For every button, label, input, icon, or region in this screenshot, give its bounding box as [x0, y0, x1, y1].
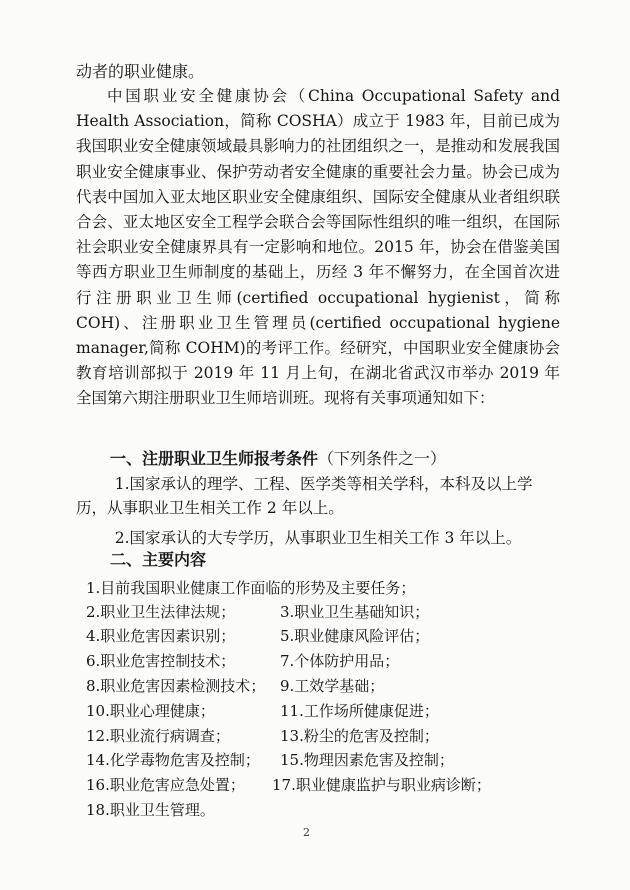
content-item-12: 12.职业流行病调查； — [86, 727, 230, 745]
section1-note: （下列条件之一） — [318, 449, 447, 468]
intro-continuation: 动者的职业健康。 — [76, 62, 205, 81]
section1-heading — [110, 449, 446, 469]
content-item-6: 6.职业危害控制技术； — [86, 652, 236, 670]
content-item-7: 7.个体防护用品； — [280, 652, 400, 670]
content-item-16: 16.职业危害应急处置； — [86, 776, 245, 794]
section2-title: 二、主要内容 — [110, 550, 207, 569]
content-item-9: 9.工效学基础； — [280, 677, 385, 695]
main-paragraph: 中国职业安全健康协会（China Occupational Safety and Health Association，简称 COSHA）成立于 1983 年，目前已成为我国职业安全健康领域最具影响力的社团组织之一，是推动和发展我国职业安全健康事业、保护劳动者安全健康的重要社会力量。协会已成为代表中国加入亚太地区职业安全健康组织、国际安全健康从业者组织联合会、亚太地区安全工程学会联合会等国际性组织的唯一组织，在国际社会职业安全健康界具有一定影响和地位。2015 年，协会在借鉴美国等西方职业卫生师制度的基础上，历经 3 年不懈努力，在全国首次进行注册职业卫生师(certified occupational hygienist，简称 COH)、注册职业卫生管理员(certified occupational hygiene manager,简称 COHM)的考评工作。经研究，中国职业安全健康协会教育培训部拟于 2019 年 11 月上旬，在湖北省武汉市举办 2019 年全国第六期注册职业卫生师培训班。现将有关事项通知如下： — [76, 87, 560, 408]
content-item-8: 8.职业危害因素检测技术； — [86, 677, 266, 695]
content-item-11: 11.工作场所健康促进； — [280, 702, 439, 720]
content-item-3: 3.职业卫生基础知识； — [280, 603, 430, 621]
content-item-2: 2.职业卫生法律法规； — [86, 603, 236, 621]
content-item-10: 10.职业心理健康； — [86, 702, 215, 720]
content-item-5: 5.职业健康风险评估； — [280, 627, 430, 645]
content-item-4: 4.职业危害因素识别； — [86, 627, 236, 645]
condition-1: 1.国家承认的理学、工程、医学类等相关学科，本科及以上学历，从事职业卫生相关工作 2 年以上。 — [76, 475, 533, 517]
content-item-14: 14.化学毒物危害及控制； — [86, 751, 260, 769]
content-item-1: 1.目前我国职业健康工作面临的形势及主要任务； — [86, 579, 416, 597]
content-item-15: 15.物理因素危害及控制； — [280, 751, 454, 769]
condition-2: 2.国家承认的大专学历，从事职业卫生相关工作 3 年以上。 — [114, 529, 522, 547]
content-item-17: 17.职业健康监护与职业病诊断； — [272, 776, 491, 794]
content-item-18: 18.职业卫生管理。 — [86, 801, 215, 819]
page-number: 2 — [303, 826, 310, 839]
section1-title: 一、注册职业卫生师报考条件 — [110, 449, 319, 468]
content-item-13: 13.粉尘的危害及控制； — [280, 727, 439, 745]
